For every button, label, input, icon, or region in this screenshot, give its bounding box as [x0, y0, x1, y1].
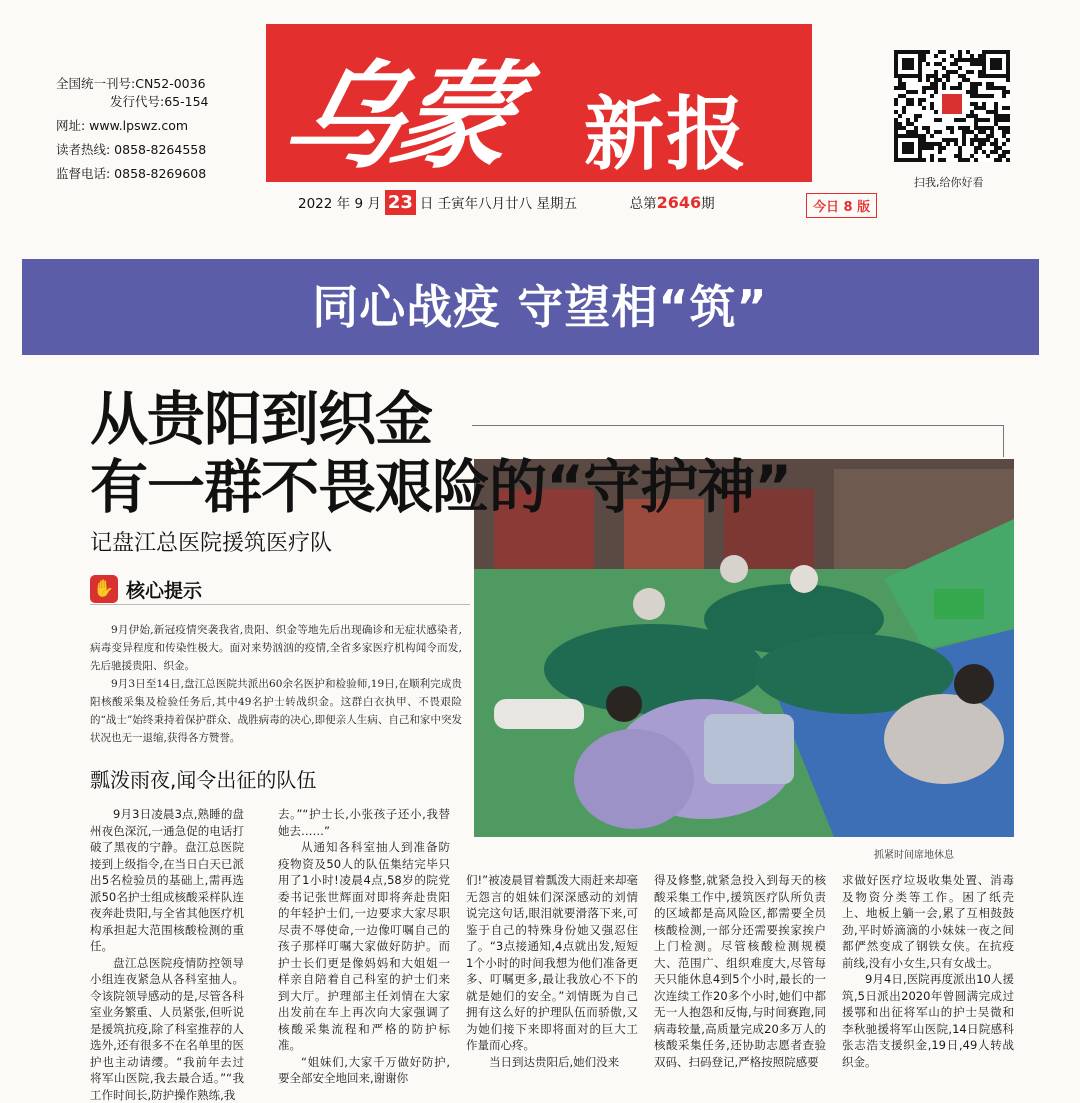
lead-paragraphs: [90, 621, 462, 747]
hand-icon: ✋: [90, 575, 118, 603]
body-paragraph: 盘江总医院疫情防控领导小组连夜紧急从各科室抽人。令该院领导感动的是,尽管各科室业务繁重、人员紧张,但听说是援筑抗疫,除了科室推荐的人选外,还有很多不在名单里的医护也主动请缨。“我前年去过将军山医院,我去最合适。”“我工作时间长,防护操作熟练,我: [90, 955, 244, 1103]
issue-suffix: 期: [701, 196, 715, 212]
qr-caption: 扫我,给你好看: [914, 174, 984, 190]
subheadline: 记盘江总医院援筑医疗队: [90, 526, 332, 557]
postal-code-text: 发行代号:65-154: [110, 96, 209, 109]
headline-line-2: 有一群不畏艰险的“守护神”: [90, 452, 791, 522]
body-column-4: [654, 872, 826, 1081]
body-column-5: [842, 872, 1014, 1081]
body-column-3: [466, 872, 638, 1081]
website-text: 网址: www.lpswz.com: [56, 120, 188, 133]
photo-caption: 抓紧时间席地休息: [874, 846, 954, 861]
date-suffix: 日 壬寅年八月廿八 星期五: [420, 196, 577, 212]
issn-text: 全国统一刊号:CN52-0036: [56, 78, 206, 91]
hotline-text: 读者热线: 0858-8264558: [56, 144, 206, 157]
qr-code-image: [894, 50, 1010, 162]
body-paragraph: 去。”“护士长,小张孩子还小,我替她去……”: [278, 806, 450, 839]
masthead-name: 新报: [584, 70, 748, 185]
headline-rule: [472, 425, 1004, 426]
newspaper-masthead: [266, 24, 812, 182]
topic-banner-title: 同心战疫 守望相“筑”: [0, 261, 1080, 353]
core-tips-divider: [90, 604, 470, 605]
body-paragraph: 得及修整,就紧急投入到每天的核酸采集工作中,援筑医疗队所负责的区域都是高风险区,都需要全员核酸检测,一部分还需要挨家挨户上门检测。尽管核酸检测规模大、范围广、组织难度大,尽管每天只能休息4到5个小时,最长的一次连续工作20多个小时,她们中都无一人抱怨和反悔,与时间赛跑,同病毒较量,高质量完成20多万人的核酸采集任务,还协助志愿者查验双码、扫码登记,严格按照院感要: [654, 872, 826, 1070]
date-day-badge: 23: [385, 190, 416, 215]
todays-pages-badge: 今日 8 版: [806, 193, 877, 218]
body-paragraph: 当日到达贵阳后,她们没来: [466, 1054, 638, 1071]
supervision-phone-text: 监督电话: 0858-8269608: [56, 168, 206, 181]
lead-paragraph: 9月3日至14日,盘江总医院共派出60余名医护和检验师,19日,在顺利完成贵阳核酸采集及检验任务后,其中49名护士转战织金。这群白衣执甲、不畏艰险的“战士”始终秉持着保护群众、战胜病毒的决心,即便亲人生病、自己和家中突发状况也无一退缩,获得各方赞誉。: [90, 675, 462, 747]
core-tips-label: 核心提示: [126, 576, 202, 603]
dateline: [298, 190, 715, 215]
body-column-2: [278, 806, 450, 1081]
section-title: 瓢泼雨夜,闻令出征的队伍: [90, 764, 316, 793]
body-paragraph: 求做好医疗垃圾收集处置、消毒及物资分类等工作。困了纸壳上、地板上躺一会,累了互相鼓鼓劲,平时娇滴滴的小妹妹一夜之间都俨然变成了钢铁女侠。在抗疫前线,没有小女生,只有女战士。: [842, 872, 1014, 971]
headline-rule-end: [1003, 425, 1004, 457]
issue-number: 2646: [657, 193, 702, 212]
body-paragraph: “姐妹们,大家千万做好防护,要全部安全地回来,谢谢你: [278, 1054, 450, 1087]
headline-line-1: 从贵阳到织金: [90, 384, 432, 454]
body-paragraph: 9月3日凌晨3点,熟睡的盘州夜色深沉,一通急促的电话打破了黑夜的宁静。盘江总医院接到上级指令,在当日白天已派出5名检验员的基础上,需再选派50名护士组成核酸采样队连夜奔赴贵阳,与全省其他医疗机构承担起大范围核酸检测的重任。: [90, 806, 244, 955]
body-paragraph: 从通知各科室抽人到准备防疫物资及50人的队伍集结完毕只用了1小时!凌晨4点,58岁的院党委书记张世辉面对即将奔赴贵阳的年轻护士们,一边要求大家尽职尽责不辱使命,一边像叮嘱自己的孩子那样叮嘱大家做好防护。而护士长们更是像妈妈和大姐姐一样亲自陪着自己科室的护士们来到大厅。护理部主任刘情在大家出发前在车上再次向大家强调了核酸采集流程和严格的防护标准。: [278, 839, 450, 1054]
lead-paragraph: 9月伊始,新冠疫情突袭我省,贵阳、织金等地先后出现确诊和无症状感染者,病毒变异程度和传染性极大。面对来势汹汹的疫情,全省多家医疗机构闻令而发,先后驰援贵阳、织金。: [90, 621, 462, 675]
body-paragraph: 9月4日,医院再度派出10人援筑,5日派出2020年曾圆满完成过援鄂和出征将军山的护士吴微和李秋驰援将军山医院,14日院感科张志浩支援织金,19日,49人转战织金。: [842, 971, 1014, 1070]
masthead-calligraphy: 乌蒙: [269, 24, 531, 191]
body-column-1: [90, 806, 244, 1081]
date-prefix: 2022 年 9 月: [298, 196, 381, 212]
issue-prefix: 总第: [630, 196, 657, 212]
core-tips-header: [90, 574, 202, 604]
body-paragraph: 们!”被凌晨冒着瓢泼大雨赶来却毫无怨言的姐妹们深深感动的刘情说完这句话,眼泪就要滑落下来,可鉴于自己的特殊身份她又强忍住了。“3点接通知,4点就出发,短短1个小时的时间我想为他们准备更多、叮嘱更多,最让我放心不下的就是她们的安全。”刘情既为自己拥有这么好的护理队伍而骄傲,又为她们接下来即将面对的巨大工作量而心疼。: [466, 872, 638, 1054]
